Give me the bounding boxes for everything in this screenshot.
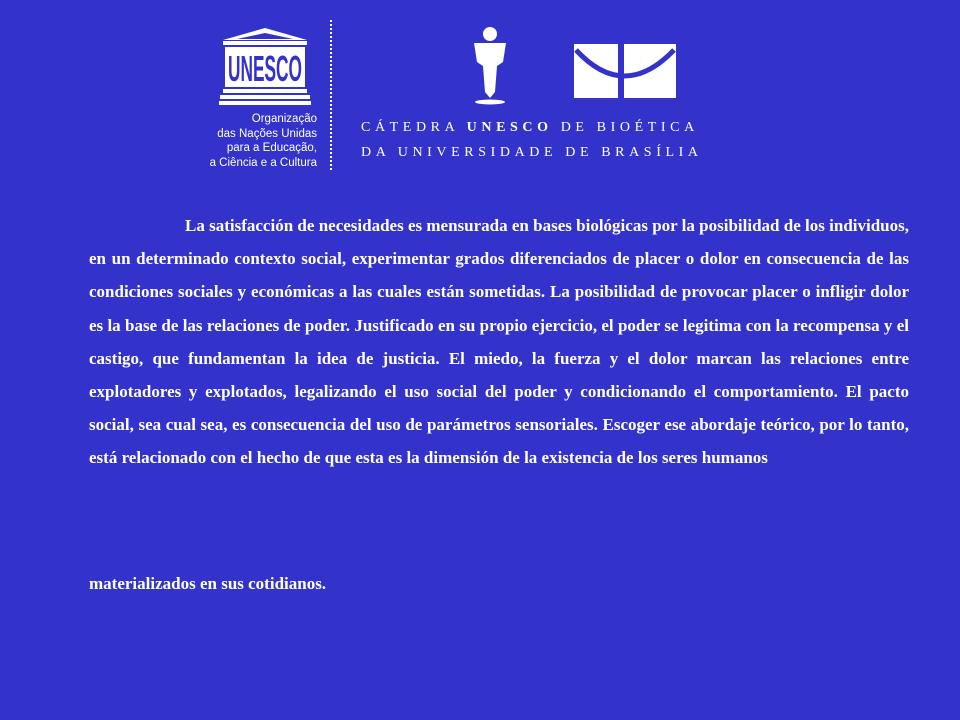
body-paragraph-last-line: materializados en sus cotidianos. (89, 574, 327, 593)
unesco-caption-line: Organização (251, 113, 317, 125)
unesco-caption-line: para a Educação, (226, 142, 317, 154)
catedra-title-line2: DA UNIVERSIDADE DE BRASÍLIA (361, 145, 703, 160)
unesco-caption (183, 112, 317, 170)
catedra-unesco-word: UNESCO (466, 120, 553, 135)
dotted-divider (330, 20, 332, 170)
catedra-title (361, 115, 703, 165)
unesco-logo-text: UNESCO (228, 48, 302, 89)
unesco-caption-line: das Nações Unidas (217, 127, 317, 140)
body-paragraph: La satisfacción de necesidades es mensurada en bases biológicas por la posibilidad de los individuos, en un determinado contexto social, experimentar grados diferenciados de placer o dolor en consecuencia de las condiciones sociales y económicas a las cuales están sometidas. La posibilidad de provocar placer o infligir dolor es la base de las relaciones de poder. Justificado en su propio ejercicio, el poder se legitima con la recompensa y el castigo, que fundamentan la idea de justicia. El miedo, la fuerza y el dolor marcan las relaciones entre explotadores y explotados, legalizando el uso social del poder y condicionando el comportamiento. El pacto social, sea cual sea, es consecuencia del uso de parámetros sensoriales. Escoger ese abordaje teórico, por lo tanto, está relacionado con el hecho de que esta es la dimensión de la existencia de los seres humanos (89, 216, 909, 468)
catedra-word: CÁTEDRA (361, 120, 459, 135)
unesco-caption-line: a Ciência e a Cultura (209, 156, 317, 169)
human-figure-icon (466, 26, 514, 106)
unb-emblem-icon (574, 44, 676, 98)
unesco-logo (219, 26, 311, 106)
catedra-title-line1 (361, 115, 703, 140)
catedra-bioetica-words: DE BIOÉTICA (560, 120, 699, 135)
